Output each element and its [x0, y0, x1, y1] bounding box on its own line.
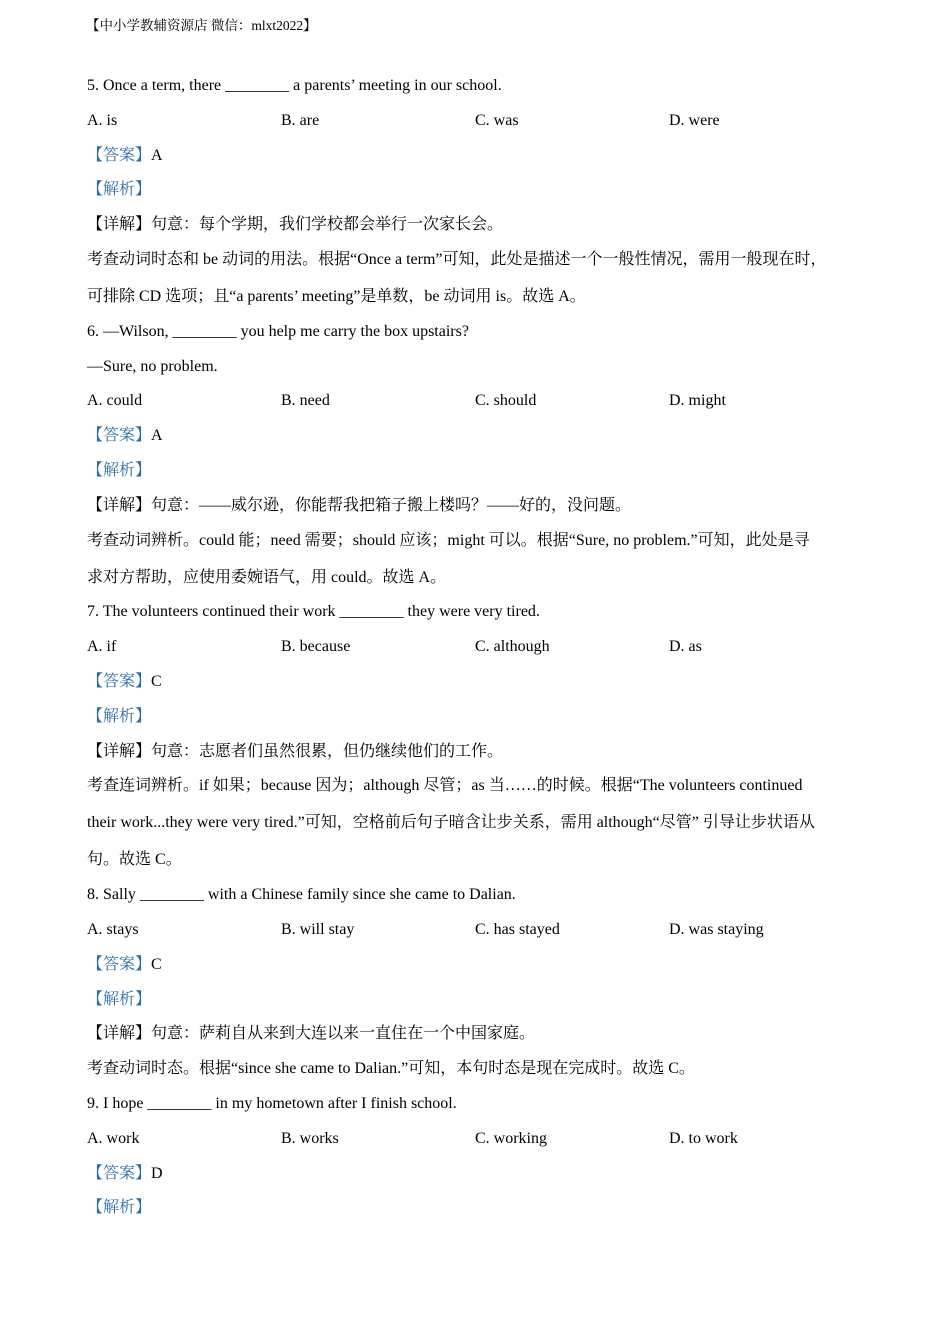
q6-options: [87, 389, 867, 424]
q5-explain-line: 可排除 CD 选项；且“a parents’ meeting”是单数，be 动词用 is。故选 A。: [87, 287, 586, 305]
analysis-label: 【解析】: [87, 461, 152, 479]
answer-label: 【答案】: [87, 1164, 152, 1182]
page-header: 【中小学教辅资源店 微信：mlxt2022】: [86, 18, 317, 33]
detail-label: 【详解】: [87, 216, 152, 234]
q5-analysis: [87, 178, 867, 213]
q7-answer-value: C: [151, 672, 162, 690]
q6-analysis: [87, 459, 867, 494]
q7-detail-text: 句意：志愿者们虽然很累，但仍继续他们的工作。: [151, 742, 504, 760]
q5-option-b: B. are: [281, 111, 320, 129]
q8-option-d: D. was staying: [669, 920, 764, 938]
q7-option-b: B. because: [281, 638, 351, 656]
q7-option-d: D. as: [669, 638, 702, 656]
q6-answer: [87, 424, 867, 459]
q7-answer: [87, 670, 867, 705]
detail-label: 【详解】: [87, 496, 152, 514]
q6-stem-reply: —Sure, no problem.: [87, 357, 218, 375]
q9-option-b: B. works: [281, 1129, 339, 1147]
q6-stem: 6. —Wilson, ________ you help me carry the box upstairs?: [87, 322, 469, 340]
q7-analysis: [87, 705, 867, 740]
q9-option-c: C. working: [475, 1129, 547, 1147]
q9-stem: 9. I hope ________ in my hometown after I finish school.: [87, 1094, 457, 1112]
q6-detail: [87, 494, 867, 529]
q8-options: [87, 918, 867, 953]
analysis-label: 【解析】: [87, 990, 152, 1008]
q8-detail-text: 句意：萨莉自从来到大连以来一直住在一个中国家庭。: [151, 1025, 536, 1043]
q7-explain-line: 句。故选 C。: [87, 851, 182, 869]
q8-analysis: [87, 988, 867, 1023]
q6-option-d: D. might: [669, 392, 726, 410]
q8-option-a: A. stays: [87, 920, 139, 938]
q9-options: [87, 1127, 867, 1162]
q5-answer: [87, 144, 867, 179]
detail-label: 【详解】: [87, 742, 152, 760]
q7-explain-line: their work...they were very tired.”可知，空格前后句子暗含让步关系，需用 although“尽管” 引导让步状语从: [87, 814, 815, 832]
q9-answer-value: D: [151, 1164, 163, 1182]
q9-option-d: D. to work: [669, 1129, 738, 1147]
q6-detail-text: 句意：——威尔逊，你能帮我把箱子搬上楼吗？——好的，没问题。: [151, 496, 632, 514]
q6-explain-line: 考查动词辨析。could 能；need 需要；should 应该；might 可以。根据“Sure, no problem.”可知，此处是寻: [87, 531, 810, 549]
q8-answer: [87, 953, 867, 988]
q5-options: [87, 109, 867, 144]
answer-label: 【答案】: [87, 955, 152, 973]
document-body: [87, 74, 867, 1231]
q5-option-a: A. is: [87, 111, 118, 129]
q5-detail: [87, 213, 867, 248]
q6-answer-value: A: [151, 427, 163, 445]
q8-answer-value: C: [151, 955, 162, 973]
q6-option-c: C. should: [475, 392, 537, 410]
q9-answer: [87, 1162, 867, 1197]
analysis-label: 【解析】: [87, 1199, 152, 1217]
detail-label: 【详解】: [87, 1025, 152, 1043]
answer-label: 【答案】: [87, 427, 152, 445]
q9-option-a: A. work: [87, 1129, 140, 1147]
q7-explain-line: 考查连词辨析。if 如果；because 因为；although 尽管；as 当……的时候。根据“The volunteers continued: [87, 777, 803, 795]
q5-explain-line: 考查动词时态和 be 动词的用法。根据“Once a term”可知，此处是描述一个一般性情况，需用一般现在时，: [87, 250, 827, 268]
analysis-label: 【解析】: [87, 707, 152, 725]
q5-option-c: C. was: [475, 111, 519, 129]
analysis-label: 【解析】: [87, 181, 152, 199]
q7-options: [87, 635, 867, 670]
q6-option-b: B. need: [281, 392, 330, 410]
answer-label: 【答案】: [87, 146, 152, 164]
q5-stem: 5. Once a term, there ________ a parents’ meeting in our school.: [87, 77, 502, 94]
q7-option-a: A. if: [87, 638, 117, 656]
q8-option-b: B. will stay: [281, 920, 355, 938]
q7-detail: [87, 740, 867, 775]
q8-stem: 8. Sally ________ with a Chinese family since she came to Dalian.: [87, 886, 516, 904]
q8-explain-line: 考查动词时态。根据“since she came to Dalian.”可知，本句时态是现在完成时。故选 C。: [87, 1060, 695, 1078]
answer-label: 【答案】: [87, 672, 152, 690]
q9-analysis: [87, 1196, 867, 1231]
q6-option-a: A. could: [87, 392, 143, 410]
q5-answer-value: A: [151, 146, 163, 164]
q5-detail-text: 句意：每个学期，我们学校都会举行一次家长会。: [151, 216, 504, 234]
q7-stem: 7. The volunteers continued their work ________ they were very tired.: [87, 603, 540, 621]
q8-option-c: C. has stayed: [475, 920, 560, 938]
q7-option-c: C. although: [475, 638, 550, 656]
q8-detail: [87, 1022, 867, 1057]
q5-option-d: D. were: [669, 111, 720, 129]
q6-explain-line: 求对方帮助，应使用委婉语气，用 could。故选 A。: [87, 568, 447, 586]
